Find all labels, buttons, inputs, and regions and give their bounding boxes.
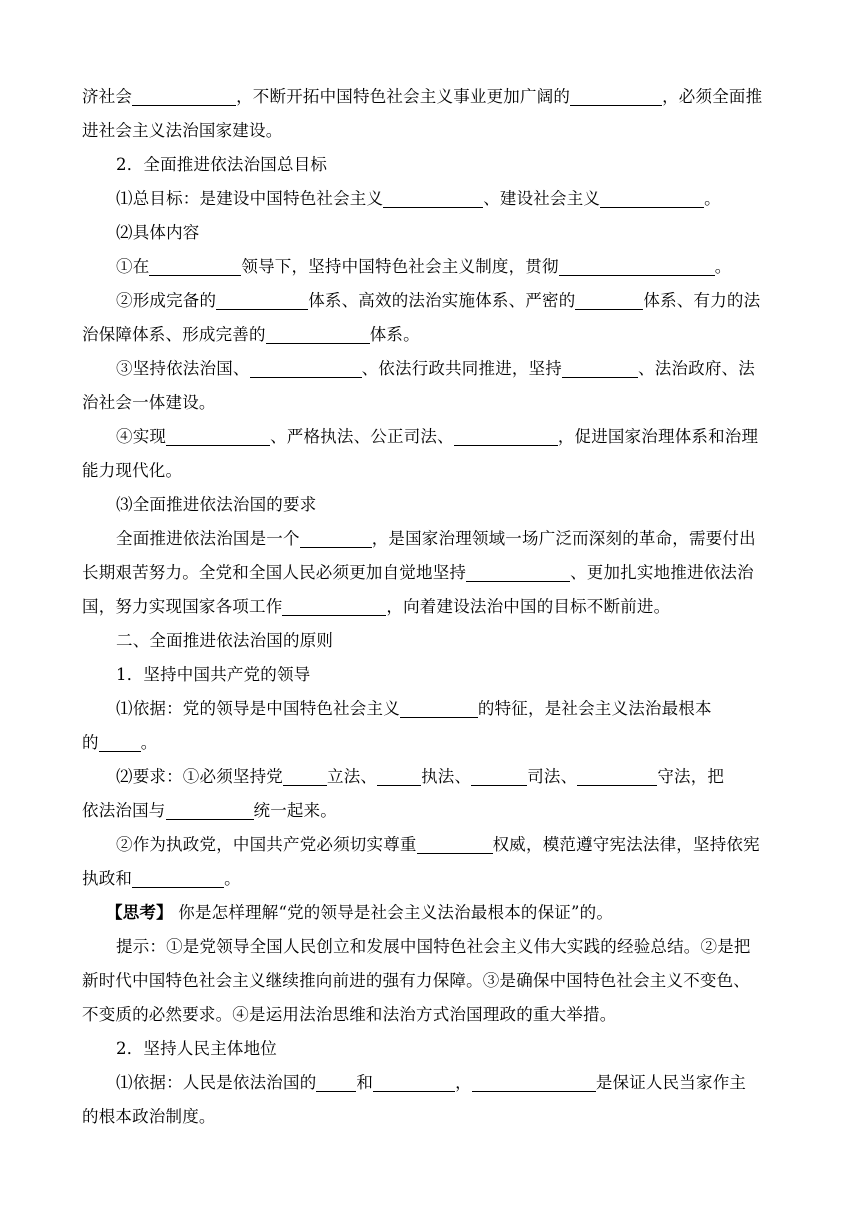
text-line: ②形成完备的 体系、高效的法治实施体系、严密的 体系、有力的法 — [116, 291, 761, 310]
fill-blank[interactable] — [132, 867, 224, 888]
section-heading: 二、全面推进依法治国的原则 — [116, 631, 334, 650]
text-line: ③坚持依法治国、 、依法行政共同推进，坚持 、法治政府、法 — [116, 359, 755, 378]
text-line: 治社会一体建设。 — [82, 393, 216, 412]
fill-blank[interactable] — [166, 425, 270, 446]
fill-blank[interactable] — [454, 425, 558, 446]
fill-blank[interactable] — [466, 561, 570, 582]
text-line: 不变质的必然要求。④是运用法治思维和法治方式治国理政的重大举措。 — [82, 1005, 617, 1024]
fill-blank[interactable] — [575, 289, 643, 310]
text-line: 依法治国与 统一起来。 — [82, 801, 337, 820]
fill-blank[interactable] — [471, 765, 527, 786]
fill-blank[interactable] — [373, 1071, 455, 1092]
text-line: 执政和 。 — [82, 869, 241, 888]
fill-blank[interactable] — [562, 357, 638, 378]
fill-blank[interactable] — [216, 289, 308, 310]
fill-blank[interactable] — [472, 1071, 596, 1092]
fill-blank[interactable] — [377, 765, 421, 786]
text-line: 进社会主义法治国家建设。 — [82, 121, 283, 140]
text-line: 济社会 ，不断开拓中国特色社会主义事业更加广阔的 ，必须全面推 — [82, 87, 763, 106]
fill-blank[interactable] — [400, 697, 478, 718]
text-line: 能力现代化。 — [82, 461, 183, 480]
fill-blank[interactable] — [600, 187, 704, 208]
text-line: ⑵具体内容 — [116, 223, 200, 242]
section-heading: 1．坚持中国共产党的领导 — [116, 665, 311, 684]
text-line: 的 。 — [82, 733, 158, 752]
text-line: 新时代中国特色社会主义继续推向前进的强有力保障。③是确保中国特色社会主义不变色、 — [82, 971, 750, 990]
text-line: 全面推进依法治国是一个 ，是国家治理领域一场广泛而深刻的革命，需要付出 — [116, 529, 756, 548]
text-line: ①在 领导下，坚持中国特色社会主义制度，贯彻 。 — [116, 257, 732, 276]
fill-blank[interactable] — [417, 833, 493, 854]
fill-blank[interactable] — [316, 1071, 356, 1092]
fill-blank[interactable] — [300, 527, 372, 548]
text-line: ⑴总目标：是建设中国特色社会主义 、建设社会主义 。 — [116, 189, 721, 208]
text-line: 治保障体系、形成完善的 体系。 — [82, 325, 420, 344]
fill-blank[interactable] — [383, 187, 483, 208]
text-line: ②作为执政党，中国共产党必须切实尊重 权威，模范遵守宪法法律，坚持依宪 — [116, 835, 760, 854]
fill-blank[interactable] — [559, 255, 715, 276]
fill-blank[interactable] — [570, 85, 662, 106]
fill-blank[interactable] — [282, 595, 386, 616]
fill-blank[interactable] — [132, 85, 236, 106]
think-prompt: 【思考】 你是怎样理解“党的领导是社会主义法治最根本的保证”的。 — [106, 903, 614, 922]
fill-blank[interactable] — [283, 765, 327, 786]
fill-blank[interactable] — [166, 799, 254, 820]
text-line: 长期艰苦努力。全党和全国人民必须更加自觉地坚持 、更加扎实地推进依法治 — [82, 563, 754, 582]
fill-blank[interactable] — [149, 255, 241, 276]
fill-blank[interactable] — [250, 357, 362, 378]
text-line: 的根本政治制度。 — [82, 1107, 216, 1126]
fill-blank[interactable] — [266, 323, 370, 344]
text-line: ⑴依据：人民是依法治国的 和 ， 是保证人民当家作主 — [116, 1073, 747, 1092]
text-line: 提示：①是党领导全国人民创立和发展中国特色社会主义伟大实践的经验总结。②是把 — [116, 937, 751, 956]
fill-blank[interactable] — [99, 731, 141, 752]
text-line: ⑴依据：党的领导是中国特色社会主义 的特征，是社会主义法治最根本 — [116, 699, 712, 718]
section-heading: 2．坚持人民主体地位 — [116, 1039, 277, 1058]
section-heading: 2．全面推进依法治国总目标 — [116, 155, 328, 174]
fill-blank[interactable] — [577, 765, 657, 786]
text-line: ④实现 、严格执法、公正司法、 ，促进国家治理体系和治理 — [116, 427, 759, 446]
text-line: ⑵要求：①必须坚持党 立法、 执法、 司法、 守法，把 — [116, 767, 725, 786]
text-line: 国，努力实现国家各项工作 ，向着建设法治中国的目标不断前进。 — [82, 597, 671, 616]
section-heading: ⑶全面推进依法治国的要求 — [116, 495, 317, 514]
